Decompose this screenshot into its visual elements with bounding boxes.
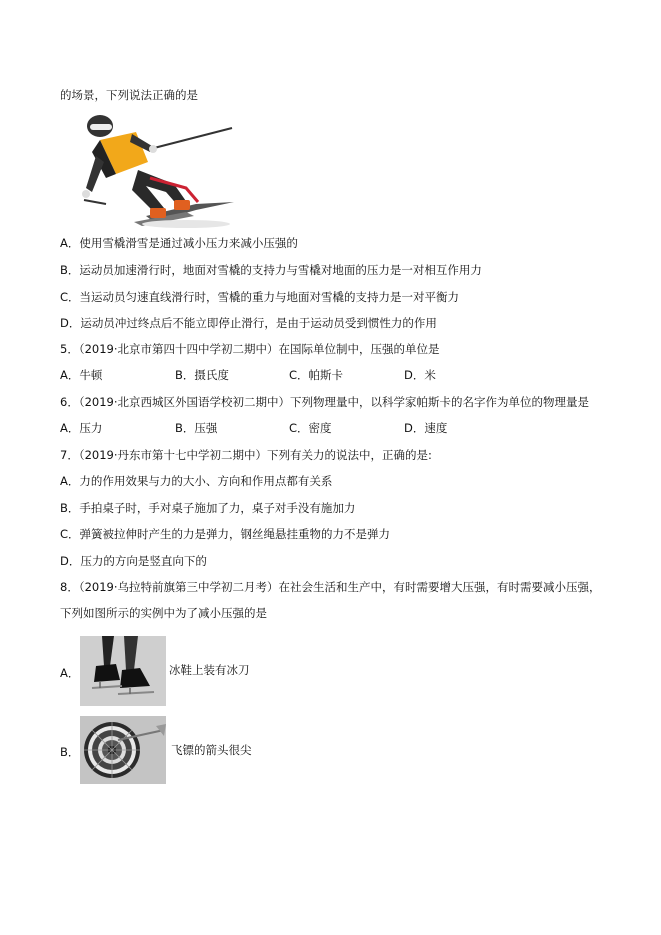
q4-stem-end: 的场景，下列说法正确的是 [60, 88, 198, 102]
q6-option-b: B．压强 [175, 421, 218, 435]
q8-option-a-text: 冰鞋上装有冰刀 [169, 663, 250, 677]
q6-stem: 6．（2019·北京西城区外国语学校初二期中）下列物理量中，以科学家帕斯卡的名字作为单位的物理量是 [60, 395, 589, 409]
q5-option-d: D．米 [404, 368, 436, 382]
q4-option-c: C．当运动员匀速直线滑行时，雪橇的重力与地面对雪橇的支持力是一对平衡力 [60, 290, 460, 304]
q5-option-a: A．牛顿 [60, 368, 103, 382]
q7-stem: 7．（2019·丹东市第十七中学初二期中）下列有关力的说法中，正确的是: [60, 448, 432, 462]
q4-option-b: B．运动员加速滑行时，地面对雪橇的支持力与雪橇对地面的压力是一对相互作用力 [60, 263, 482, 277]
q5-option-c: C．帕斯卡 [289, 368, 344, 382]
q5-options [60, 367, 600, 383]
q4-option-d: D．运动员冲过终点后不能立即停止滑行，是由于运动员受到惯性力的作用 [60, 316, 437, 330]
q6-option-a: A．压力 [60, 421, 103, 435]
ice-skate-image [80, 636, 166, 706]
q6-option-c: C．密度 [289, 421, 332, 435]
q7-option-a: A．力的作用效果与力的大小、方向和作用点都有关系 [60, 474, 333, 488]
q8-option-b-letter: B． [60, 745, 80, 759]
dartboard-illustration [80, 716, 166, 784]
dartboard-image [80, 716, 166, 784]
q8-option-a-letter: A． [60, 666, 80, 680]
q8-stem-line2: 下列如图所示的实例中为了减小压强的是 [60, 606, 267, 620]
q5-option-b: B．摄氏度 [175, 368, 229, 382]
ice-skate-illustration [80, 636, 166, 706]
q6-option-d: D．速度 [404, 421, 448, 435]
q7-option-b: B．手拍桌子时，手对桌子施加了力，桌子对手没有施加力 [60, 501, 356, 515]
q8-stem-line1: 8．（2019·乌拉特前旗第三中学初二月考）在社会生活和生产中，有时需要增大压强，有时需要减小压强， [60, 580, 601, 594]
skier-illustration [76, 112, 236, 230]
q7-option-d: D．压力的方向是竖直向下的 [60, 554, 207, 568]
q5-stem: 5．（2019·北京市第四十四中学初二期中）在国际单位制中，压强的单位是 [60, 342, 440, 356]
q7-option-c: C．弹簧被拉伸时产生的力是弹力，钢丝绳悬挂重物的力不是弹力 [60, 527, 391, 541]
q4-option-a: A．使用雪橇滑雪是通过减小压力来减小压强的 [60, 236, 298, 250]
q6-options [60, 420, 600, 436]
q8-option-b-text: 飞镖的箭头很尖 [171, 743, 252, 757]
skier-image [76, 112, 236, 230]
